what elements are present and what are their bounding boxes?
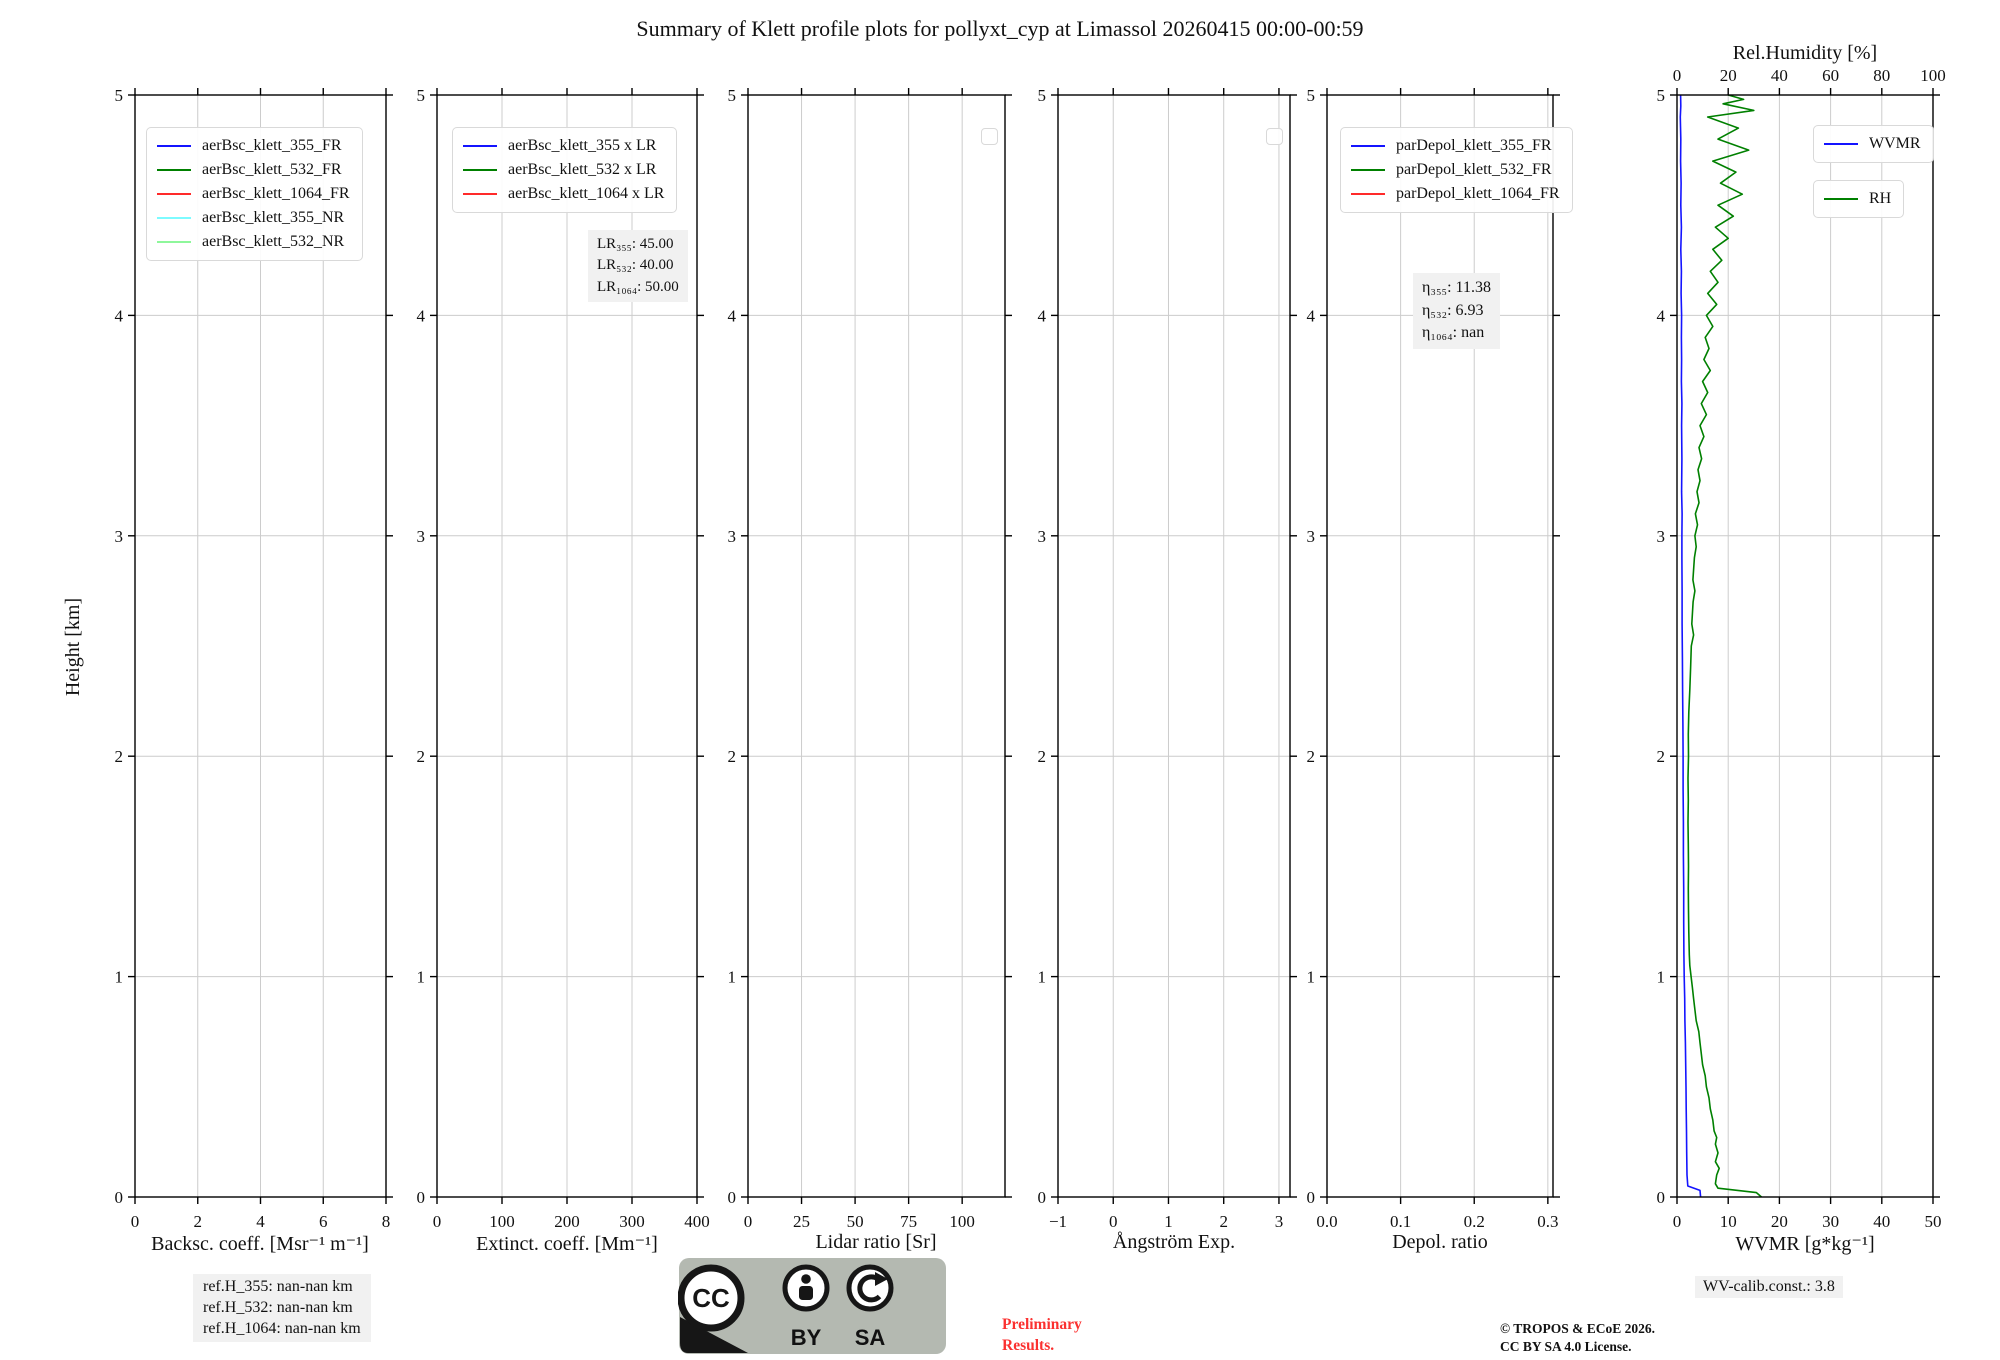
sa-arrow-icon (849, 1267, 891, 1309)
tick-label: 4 (1037, 306, 1046, 326)
legend-item (1824, 132, 1921, 156)
tick-label: 1 (1656, 967, 1665, 987)
tick-label: 300 (619, 1212, 645, 1231)
tick-label: 40 (1873, 1212, 1891, 1231)
cc-icon-text: CC (692, 1283, 730, 1313)
tick-label: 1 (114, 967, 123, 987)
tick-label: 20 (1719, 66, 1737, 85)
legend-line-sample (157, 169, 191, 171)
tick-label: 0 (1672, 1212, 1682, 1231)
legend-line-sample (157, 193, 191, 195)
rh-line (1688, 95, 1762, 1197)
legend-rh (1813, 180, 1904, 218)
x-axis-label-extinction: Extinct. coeff. [Mm⁻¹] (476, 1233, 658, 1255)
legend-label: parDepol_klett_532_FR (1396, 161, 1552, 178)
tick-label: 5 (416, 86, 425, 105)
x-axis-label-lidar-ratio: Lidar ratio [Sr] (815, 1231, 937, 1253)
tick-label: 3 (416, 526, 425, 546)
tick-label: 100 (1920, 66, 1946, 85)
ref-height-line: ref.H_1064: nan-nan km (203, 1319, 361, 1337)
tick-label: 6 (319, 1212, 328, 1231)
legend-label: WVMR (1869, 135, 1921, 152)
legend-label: aerBsc_klett_355 x LR (508, 137, 657, 154)
tick-label: 4 (416, 306, 425, 326)
reference-heights-box (193, 1274, 371, 1342)
ref-height-line: ref.H_355: nan-nan km (203, 1278, 353, 1295)
legend-label: RH (1869, 190, 1892, 207)
legend-line-sample (1351, 145, 1385, 147)
page-title: Summary of Klett profile plots for pollyxt_cyp at Limassol 20260415 00:00-00:59 (636, 16, 1364, 41)
preliminary-line: Preliminary (1002, 1316, 1082, 1333)
legend-label: aerBsc_klett_532_FR (202, 161, 342, 178)
legend-line-sample (157, 145, 191, 147)
wv-calibration-constant-box: WV-calib.const.: 3.8 (1695, 1276, 1843, 1298)
legend-label: aerBsc_klett_532 x LR (508, 161, 657, 178)
tick-label: 0 (432, 1212, 442, 1231)
legend-depol (1340, 127, 1573, 213)
cc-license-badge (678, 1257, 947, 1355)
tick-label: 20 (1770, 1212, 1788, 1231)
tick-label: 100 (489, 1212, 515, 1231)
legend-extinction (452, 127, 677, 213)
legend-label: aerBsc_klett_355_NR (202, 209, 345, 226)
legend-label: aerBsc_klett_1064_FR (202, 185, 350, 202)
tick-label: 0.0 (1316, 1212, 1338, 1231)
annotation-line: LR₁₀₆₄: 50.00 (597, 278, 679, 295)
tick-label: 0 (114, 1188, 123, 1207)
tick-label: 2 (416, 747, 425, 767)
copyright-note (1500, 1320, 1655, 1355)
legend-line-sample (157, 217, 191, 219)
tick-label: 0 (130, 1212, 140, 1231)
tick-label: 3 (1306, 526, 1315, 546)
legend-line-sample (1824, 143, 1858, 145)
tick-label: 3 (1037, 526, 1046, 546)
legend-label: aerBsc_klett_1064 x LR (508, 185, 665, 202)
tick-label: 0 (416, 1188, 425, 1207)
legend-wvmr (1813, 125, 1934, 163)
tick-label: 60 (1822, 66, 1840, 85)
tick-label: 3 (1274, 1212, 1284, 1231)
wvmr-line (1680, 95, 1700, 1197)
x-axis-label-angstrom: Ångström Exp. (1112, 1231, 1236, 1253)
tick-label: 0 (743, 1212, 753, 1231)
tick-label: 3 (1656, 526, 1665, 546)
tick-label: 25 (793, 1212, 811, 1231)
annotation-line: LR₅₃₂: 40.00 (597, 257, 674, 274)
preliminary-line: Results. (1002, 1336, 1055, 1354)
tick-label: 5 (727, 86, 736, 105)
tick-label: 2 (1219, 1212, 1228, 1231)
legend-item (157, 158, 350, 182)
tick-label: 0.2 (1463, 1212, 1485, 1231)
panel-frame (1327, 95, 1553, 1197)
tick-label: 2 (727, 747, 736, 767)
tick-label: 5 (1656, 86, 1665, 105)
top-axis-label: Rel.Humidity [%] (1732, 42, 1878, 64)
legend-line-sample (463, 169, 497, 171)
x-axis-label-depol: Depol. ratio (1392, 1231, 1488, 1253)
x-axis-label-backscatter: Backsc. coeff. [Msr⁻¹ m⁻¹] (151, 1233, 369, 1255)
tick-label: 1 (1164, 1212, 1173, 1231)
by-label: BY (790, 1325, 822, 1350)
tick-label: 0 (727, 1188, 736, 1207)
tick-label: 200 (554, 1212, 580, 1231)
tick-label: 8 (381, 1212, 391, 1231)
tick-label: 1 (727, 967, 736, 987)
annotation-line: η₃₅₅: 11.38 (1422, 279, 1491, 296)
legend-line-sample (157, 241, 191, 243)
tick-label: 1 (1306, 967, 1315, 987)
legend-item (1824, 187, 1891, 211)
tick-label: 75 (900, 1212, 918, 1231)
legend-item (463, 134, 664, 158)
legend-item (463, 182, 664, 206)
tick-label: 4 (727, 306, 736, 326)
legend-label: aerBsc_klett_355_FR (202, 137, 342, 154)
tick-label: 2 (1037, 747, 1046, 767)
legend-item (1351, 182, 1560, 206)
tick-label: 0 (1656, 1188, 1665, 1207)
tick-label: 0.3 (1537, 1212, 1559, 1231)
tick-label: 10 (1719, 1212, 1737, 1231)
legend-item (157, 206, 350, 230)
tick-label: 400 (684, 1212, 710, 1231)
by-person-body (799, 1286, 813, 1300)
annotation-line: LR₃₅₅: 45.00 (597, 236, 674, 252)
tick-label: 3 (727, 526, 736, 546)
legend-empty-angstrom (1266, 128, 1283, 145)
tick-label: 0 (1108, 1212, 1118, 1231)
annotation-lidar-ratios (588, 230, 688, 302)
legend-item (157, 230, 350, 254)
tick-label: 30 (1822, 1212, 1840, 1231)
legend-line-sample (1351, 169, 1385, 171)
tick-label: 1 (1037, 967, 1046, 987)
copyright-line: © TROPOS & ECoE 2026. (1500, 1321, 1655, 1336)
y-axis-label: Height [km] (62, 597, 84, 697)
x-axis-label-wvmr: WVMR [g*kg⁻¹] (1735, 1233, 1875, 1255)
tick-label: 2 (1656, 747, 1665, 767)
legend-backscatter (146, 127, 363, 261)
tick-label: 100 (949, 1212, 975, 1231)
tick-label: 0.1 (1389, 1212, 1412, 1231)
tick-label: 0 (1672, 66, 1682, 85)
tick-label: 2 (114, 747, 123, 767)
tick-label: 4 (114, 306, 123, 326)
legend-item (1351, 134, 1560, 158)
legend-label: aerBsc_klett_532_NR (202, 233, 345, 250)
preliminary-results-note (1002, 1315, 1082, 1357)
tick-label: 4 (1656, 306, 1665, 326)
tick-label: 4 (256, 1212, 265, 1231)
legend-item (463, 158, 664, 182)
tick-label: 0 (1306, 1188, 1315, 1207)
legend-label: parDepol_klett_1064_FR (1396, 185, 1560, 202)
annotation-line: η₁₀₆₄: nan (1422, 324, 1485, 342)
ref-height-line: ref.H_532: nan-nan km (203, 1298, 353, 1316)
tick-label: 2 (193, 1212, 202, 1231)
copyright-line: CC BY SA 4.0 License. (1500, 1338, 1632, 1354)
tick-label: 5 (1306, 86, 1315, 105)
tick-label: 0 (1037, 1188, 1046, 1207)
annotation-line: η₅₃₂: 6.93 (1422, 301, 1484, 319)
legend-item (157, 134, 350, 158)
tick-label: 1 (416, 967, 425, 987)
tick-label: 50 (846, 1212, 864, 1231)
by-person-head (801, 1274, 811, 1284)
panel-frame (1058, 95, 1290, 1197)
tick-label: −1 (1048, 1212, 1068, 1231)
tick-label: 5 (114, 86, 123, 105)
legend-empty-lidar-ratio (981, 128, 998, 145)
tick-label: 40 (1770, 66, 1788, 85)
annotation-eta-values (1413, 273, 1500, 349)
legend-line-sample (1351, 193, 1385, 195)
tick-label: 2 (1306, 747, 1315, 767)
tick-label: 3 (114, 526, 123, 546)
tick-label: 5 (1037, 86, 1046, 105)
tick-label: 80 (1873, 66, 1891, 85)
legend-item (1351, 158, 1560, 182)
panel-frame (748, 95, 1005, 1197)
legend-label: parDepol_klett_355_FR (1396, 137, 1552, 154)
panel-frame (1677, 95, 1933, 1197)
legend-item (157, 182, 350, 206)
legend-line-sample (1824, 198, 1858, 200)
sa-label: SA (854, 1325, 886, 1350)
legend-line-sample (463, 145, 497, 147)
tick-label: 50 (1924, 1212, 1942, 1231)
tick-label: 4 (1306, 306, 1315, 326)
legend-line-sample (463, 193, 497, 195)
